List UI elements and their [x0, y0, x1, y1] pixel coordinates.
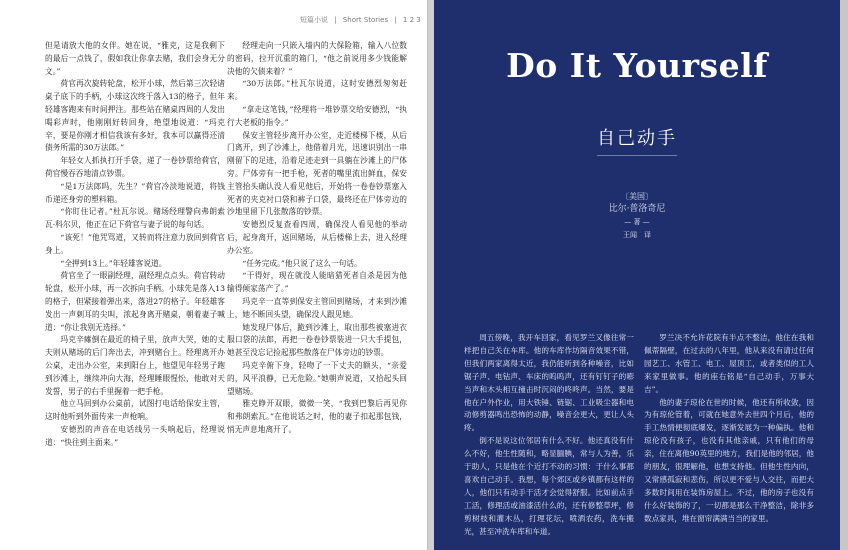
paragraph: “拿走这笔钱，”经理将一堆钞票交给安德烈，“执行大老板的指令。”	[227, 104, 407, 127]
author-name: 比尔·普洛奇尼	[608, 204, 666, 214]
paragraph: 玛克辛俯下身，轻吻了一下丈夫的额头，“亲爱的，风平浪静，已无危险。”她朝声说道，又拾起头回望赌场。	[227, 360, 407, 396]
paragraph: 倒不是说这位邻居有什么不好。他还真没有什么不好，他生性随和，略显腼腆，常与人为善，乐于助人，只是他在个近打不动的习惯：于什么事都喜欢自己动手。我想，每个郊区或乡镇都有这样的人，他们只有动手干活才会觉得舒服。比如前点手工活，修理活或油漆活什么的，还有修整草坪，修剪树枝和灌木丛，打理花坛，喷洒农药，洗车搬光，甚至冲洗车库和车道。	[464, 436, 634, 536]
paragraph: 荷官坐了一眼副经理，副经理点点头。荷官转动轮盘，松开小球，再一次拆向手柄。小球先是落入13的格子，但紧接着弹出来，落进27的格子。年轻雄客发出一声刺耳的尖叫，浓起身离开赌桌，朝着妻子喊道：“你让我别无选择。”	[45, 271, 225, 332]
paragraph: 雅克睁开双眼，微微一笑，“我到巴黎后再见你和弗朗索瓦。”在他说话之时，他的妻子扣起那包钱，悄无声息地离开了。	[227, 399, 407, 434]
paragraph: 保安主管轻步离开办公室，走近楼梯下楼，从后门离开，到了沙滩上，他借着月光，迅速识别出一串刚留下的足迹，沿着足迹走到一具躺在沙滩上的尸体旁。尸体旁有一把手枪，死者的嘴里流出鲜血，保安主管抬头确认没人看见他后，开始将一卷卷钞票塞入死者的夹克衬口袋和裤子口袋，最终还在尸体旁边的沙地里留下几张散落的钞票。	[227, 130, 407, 217]
author-role: — 著 —	[624, 218, 650, 226]
paragraph: 他立马回到办公桌前，试图打电话给保安主管，这时他听到外面传来一声枪响。	[45, 399, 225, 422]
paragraph: 安德烈反复查看四周，确保没人看见他的举动后，起身离开，返回赌场，从后楼梯上去，进入经理办公室。	[227, 220, 407, 255]
page-number: 1 2 3	[402, 16, 421, 24]
running-head-en: Short Stories	[342, 16, 389, 24]
running-head-separator: |	[394, 16, 397, 24]
page-edge	[840, 0, 848, 550]
paragraph: 荷官再次旋转轮盘，松开小球，然后第三次轻诸桌子底下的手柄，小球这次终于落入13的格子，但年轻雄客跑来有时间押注。那些站在赌桌四周的人发出喝彩声时，他刚刚好转回身，绝望地说道：“玛克辛，要是你刚才相信我该有多好，我本可以赢得还清债务所需的30万法郎。”	[45, 79, 225, 153]
author-nationality: 〔美国〕	[621, 192, 653, 201]
paragraph: “30万法郎。”杜瓦尔说道，这时安德烈匆匆赶来。	[227, 79, 407, 102]
running-head	[300, 15, 420, 25]
paragraph: 经理走向一只嵌入墙内的大保险箱，输入八位数的密码，拉开沉重的箱门，“他之前说用多少钱能解决他的欠债来着？”	[227, 41, 407, 76]
paragraph: “是1万法郎吗，先生？”荷官冷淡地说道，将钱币递还身旁的塑料箱。	[45, 181, 225, 204]
title-divider	[597, 155, 677, 156]
story-title-cn: 自己动手	[597, 128, 677, 149]
paragraph: 年轻女人抓执打开手袋，递了一卷钞票给荷官，荷官慢吞吞地清点钞票。	[45, 156, 225, 178]
running-head-separator: |	[334, 16, 337, 24]
left-column-2	[227, 40, 407, 437]
right-column-2	[644, 332, 814, 526]
right-column-1	[464, 332, 634, 539]
paragraph: 周五傍晚，我开车回家，看见罗兰又像往常一样把自己关在车库。他的车库作坊隔音效果不错，但我们两家离得太近，我仍能听到各种噪音，比如锯子声、电钻声、车床的呜呜声，还有钉钉子的嘭当声和木头相互撞击时沉闷的咚咚声。当然，要是他在户外作业，用大铁锤、链锯、工业吸尘器和电动修剪器鸣出恐怖的动静，噪音会更大，更让人头疼。	[464, 333, 634, 433]
paragraph: “该死！”他咒骂道，又转而将注意力放回到荷官身上。	[45, 232, 225, 255]
credits	[434, 190, 840, 242]
story-title-en: Do It Yourself	[506, 46, 768, 85]
paragraph: “干得好，现在就没人能暗猎死者自杀是因为他输得倾家荡产了。”	[227, 271, 407, 294]
paragraph: 但是请放大他的女伴。她在说，“雅克，这是我剩下的最后一点钱了，假如我让你拿去赌，我们会身无分文。”	[45, 41, 225, 76]
translator: 王闻 译	[623, 231, 651, 239]
right-page	[434, 0, 840, 550]
paragraph: 安德烈的声音在电话线另一头响起后，经理说道：“快往到主面来。”	[45, 424, 225, 447]
paragraph: 她发现尸体后，跪到沙滩上，取出那些被塞进衣服口袋的法郎，再把一卷卷钞票装进一只大手提包，她甚至没忘记捡起那些散落在尸体旁边的钞票。	[227, 322, 407, 358]
paragraph: 罗兰决不允许花院有半点不整洁，他住在我和佩蒂隔壁，在过去的八年里，他从来没有请过任何园艺工、水管工、电工、屋顶工，或者类似的工人来家里做事。他的座右铭是“自己动手，万事大吉”。	[644, 333, 814, 394]
paragraph: 玛克辛一直等到保安主管回到赌场，才来到沙滩上，她不断回头望，确保没人跟见她。	[227, 296, 407, 319]
paragraph: “你盯住记者。”杜瓦尔说。赌场经理警向弗朗索瓦·科尔贝，他正在记下荷官与妻子说的每句话。	[45, 207, 225, 230]
paragraph: 他的妻子琼伦在世的时候，他还有所收敛，因为有琼伦管着，可就在她意外去世四个月后，他的手工热情便彻底爆发，逐渐发展为一种偏执。他和琼伦没有孩子，也没有其他亲戚，只有他们的母亲，住在离他90英里的地方，我们是他的邻居，他的朋友，很理解他，也想支持他。但他生性内向，又常感孤寂和悲伤，所以更不爱与人交往，而把大多数时间用在装饰房屋上。不过，他的房子也没有什么好装饰的了，一切都是那么干净整洁，除非多数点家具，堆在窗帘满满当当的家里。	[644, 397, 814, 523]
left-column-1	[45, 40, 225, 450]
paragraph: “任务完成。”他只说了这么一句话。	[242, 258, 362, 268]
paragraph: 玛克辛瘫倒在最近的椅子里，放声大哭，她的丈夫则从赌场的后门奔出去，冲到赌台上。经理离开办公桌，走出办公室，来到阳台上，他望见年轻男子跑到沙滩上，继续冲向大海，经理睡眼惺忪，他敢对天发誓，男子的右手里握着一把手枪。	[45, 335, 225, 396]
running-head-cn: 短篇小说	[300, 16, 328, 24]
paragraph: “全押到13上。”年轻雄客说道。	[60, 258, 167, 268]
